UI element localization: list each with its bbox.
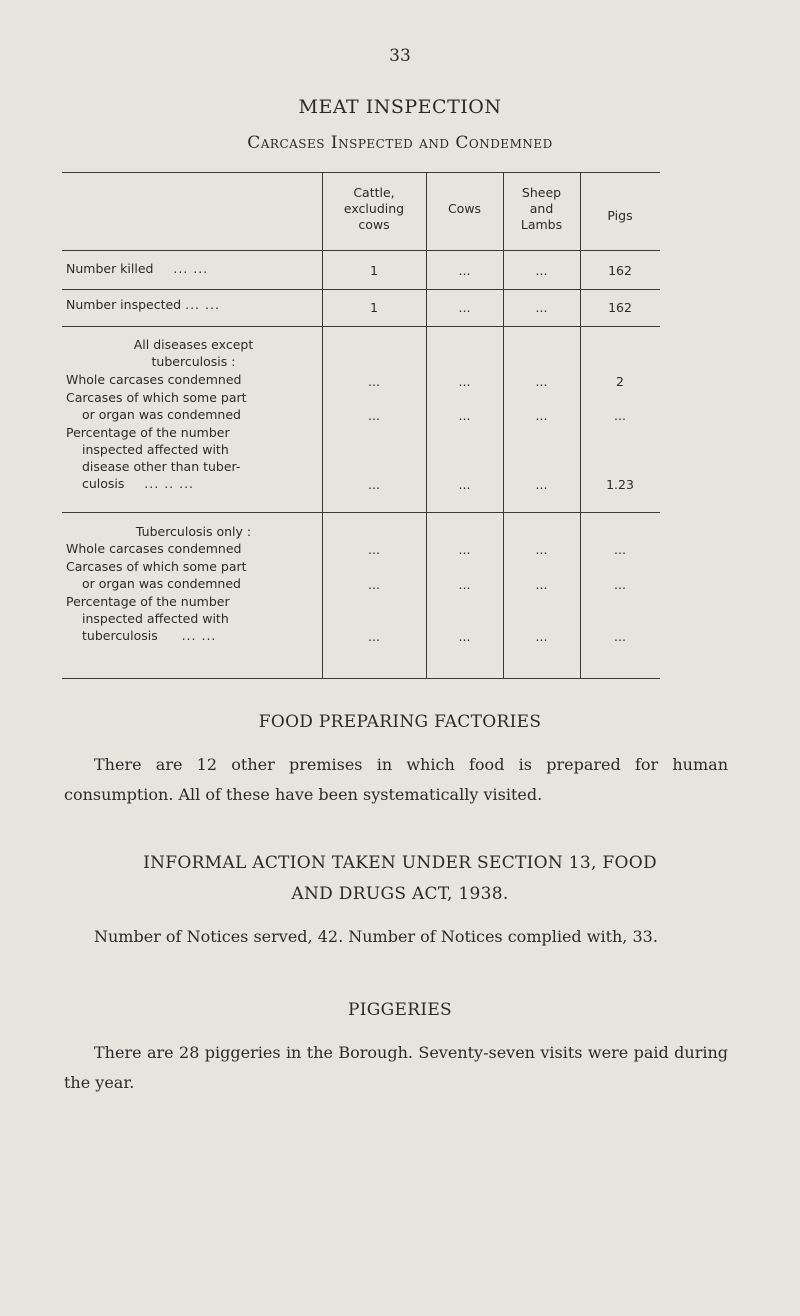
row-label-percentage: Percentage of the number [66, 425, 230, 440]
table-subtitle: Carcases Inspected and Condemned [247, 133, 553, 153]
section-heading-all-diseases-2: tuberculosis : [151, 354, 236, 369]
cell-tb-whole-cows: ... [458, 542, 471, 557]
header-rule-label [62, 250, 322, 251]
cell-all-whole-cows: ... [458, 374, 471, 389]
row-label-number-inspected [66, 296, 220, 313]
row-label-tb-percentage-2: inspected affected with [82, 611, 229, 626]
row-label-tb-percentage: Percentage of the number [66, 594, 230, 609]
row-label-tb-whole: Whole carcases condemned [66, 541, 242, 556]
cell-killed-pigs: 162 [608, 263, 632, 278]
cell-all-pct-cattle: ... [368, 477, 380, 492]
row-label-tb-part-2: or organ was condemned [82, 576, 241, 591]
cell-tb-pct-cows: ... [458, 629, 471, 644]
table-bottom-rule [62, 678, 660, 679]
cell-all-part-pigs: ... [614, 408, 626, 423]
cell-all-pct-sheep: ... [535, 477, 548, 492]
section-heading-piggeries: PIGGERIES [348, 1000, 452, 1020]
cell-tb-pct-pigs: ... [614, 629, 626, 644]
column-header-cows [426, 201, 503, 217]
cell-tb-part-sheep: ... [535, 577, 548, 592]
column-header-cattle [322, 185, 426, 233]
column-header-pigs [580, 208, 660, 224]
cell-tb-whole-cattle: ... [368, 542, 380, 557]
header-line: cows [358, 217, 390, 232]
column-rule [322, 172, 323, 678]
row-rule [62, 289, 660, 290]
row-label-whole-condemned: Whole carcases condemned [66, 372, 242, 387]
label-text: tuberculosis [82, 628, 158, 643]
section-heading-informal-action-2: AND DRUGS ACT, 1938. [291, 884, 509, 904]
header-line: Cows [447, 201, 482, 216]
cell-inspected-cows: ... [458, 300, 471, 315]
row-rule [62, 512, 660, 513]
cell-all-whole-pigs: 2 [616, 374, 624, 389]
column-header-sheep [503, 185, 580, 233]
cell-killed-sheep: ... [535, 263, 548, 278]
header-rule-data [322, 250, 660, 251]
header-line: Cattle, [353, 185, 395, 200]
cell-all-whole-cattle: ... [368, 374, 380, 389]
cell-all-part-sheep: ... [535, 408, 548, 423]
cell-tb-pct-cattle: ... [368, 629, 380, 644]
header-line: excluding [343, 201, 405, 216]
paragraph-food-factories [64, 750, 728, 810]
row-label-part-condemned: Carcases of which some part [66, 390, 247, 405]
row-label-number-killed [66, 260, 208, 277]
cell-all-part-cattle: ... [368, 408, 380, 423]
section-heading-tb-only: Tuberculosis only : [135, 524, 252, 539]
cell-tb-whole-pigs: ... [614, 542, 626, 557]
row-label-tb-percentage-3 [66, 627, 216, 644]
row-label-tb-part: Carcases of which some part [66, 559, 247, 574]
cell-inspected-cattle: 1 [370, 300, 378, 315]
cell-all-pct-pigs: 1.23 [606, 477, 634, 492]
column-rule [503, 172, 504, 678]
header-line: Sheep [521, 185, 562, 200]
cell-tb-whole-sheep: ... [535, 542, 548, 557]
cell-tb-part-pigs: ... [614, 577, 626, 592]
paragraph-text: There are 12 other premises in which food is prepared for human consumption. All of these have been systematically visited. [64, 755, 728, 804]
paragraph-text: Number of Notices served, 42. Number of Notices complied with, 33. [94, 927, 658, 946]
cell-inspected-sheep: ... [535, 300, 548, 315]
column-rule [426, 172, 427, 678]
header-line: Pigs [607, 208, 633, 223]
row-label-percentage-3: disease other than tuber- [82, 459, 241, 474]
label-text: Number killed [66, 261, 154, 276]
cell-tb-part-cows: ... [458, 577, 471, 592]
cell-killed-cattle: 1 [370, 263, 378, 278]
cell-all-pct-cows: ... [458, 477, 471, 492]
leader-dots: ... ... [185, 297, 220, 312]
cell-tb-part-cattle: ... [368, 577, 380, 592]
label-text: culosis [82, 476, 125, 491]
page-title: MEAT INSPECTION [298, 96, 502, 118]
paragraph-text: There are 28 piggeries in the Borough. Seventy-seven visits were paid during the year. [64, 1043, 728, 1092]
leader-dots: ... .. ... [144, 476, 195, 491]
row-label-percentage-2: inspected affected with [82, 442, 229, 457]
leader-dots: ... ... [173, 261, 209, 276]
cell-tb-pct-sheep: ... [535, 629, 548, 644]
page-number: 33 [389, 46, 411, 66]
leader-dots: ... ... [181, 628, 217, 643]
header-line: and [529, 201, 554, 216]
header-line: Lambs [520, 217, 563, 232]
row-rule [62, 326, 660, 327]
cell-all-whole-sheep: ... [535, 374, 548, 389]
section-heading-informal-action: INFORMAL ACTION TAKEN UNDER SECTION 13, FOOD [143, 853, 657, 873]
section-heading-all-diseases: All diseases except [133, 337, 254, 352]
paragraph-piggeries [64, 1038, 728, 1098]
cell-killed-cows: ... [458, 263, 471, 278]
row-label-percentage-4 [66, 475, 194, 492]
paragraph-informal-action [64, 922, 728, 952]
cell-inspected-pigs: 162 [608, 300, 632, 315]
table-top-rule [62, 172, 660, 173]
column-rule [580, 172, 581, 678]
cell-all-part-cows: ... [458, 408, 471, 423]
label-text: Number inspected [66, 297, 182, 312]
section-heading-food-factories: FOOD PREPARING FACTORIES [258, 712, 542, 732]
row-label-part-condemned-2: or organ was condemned [82, 407, 241, 422]
meat-inspection-table [62, 172, 660, 678]
